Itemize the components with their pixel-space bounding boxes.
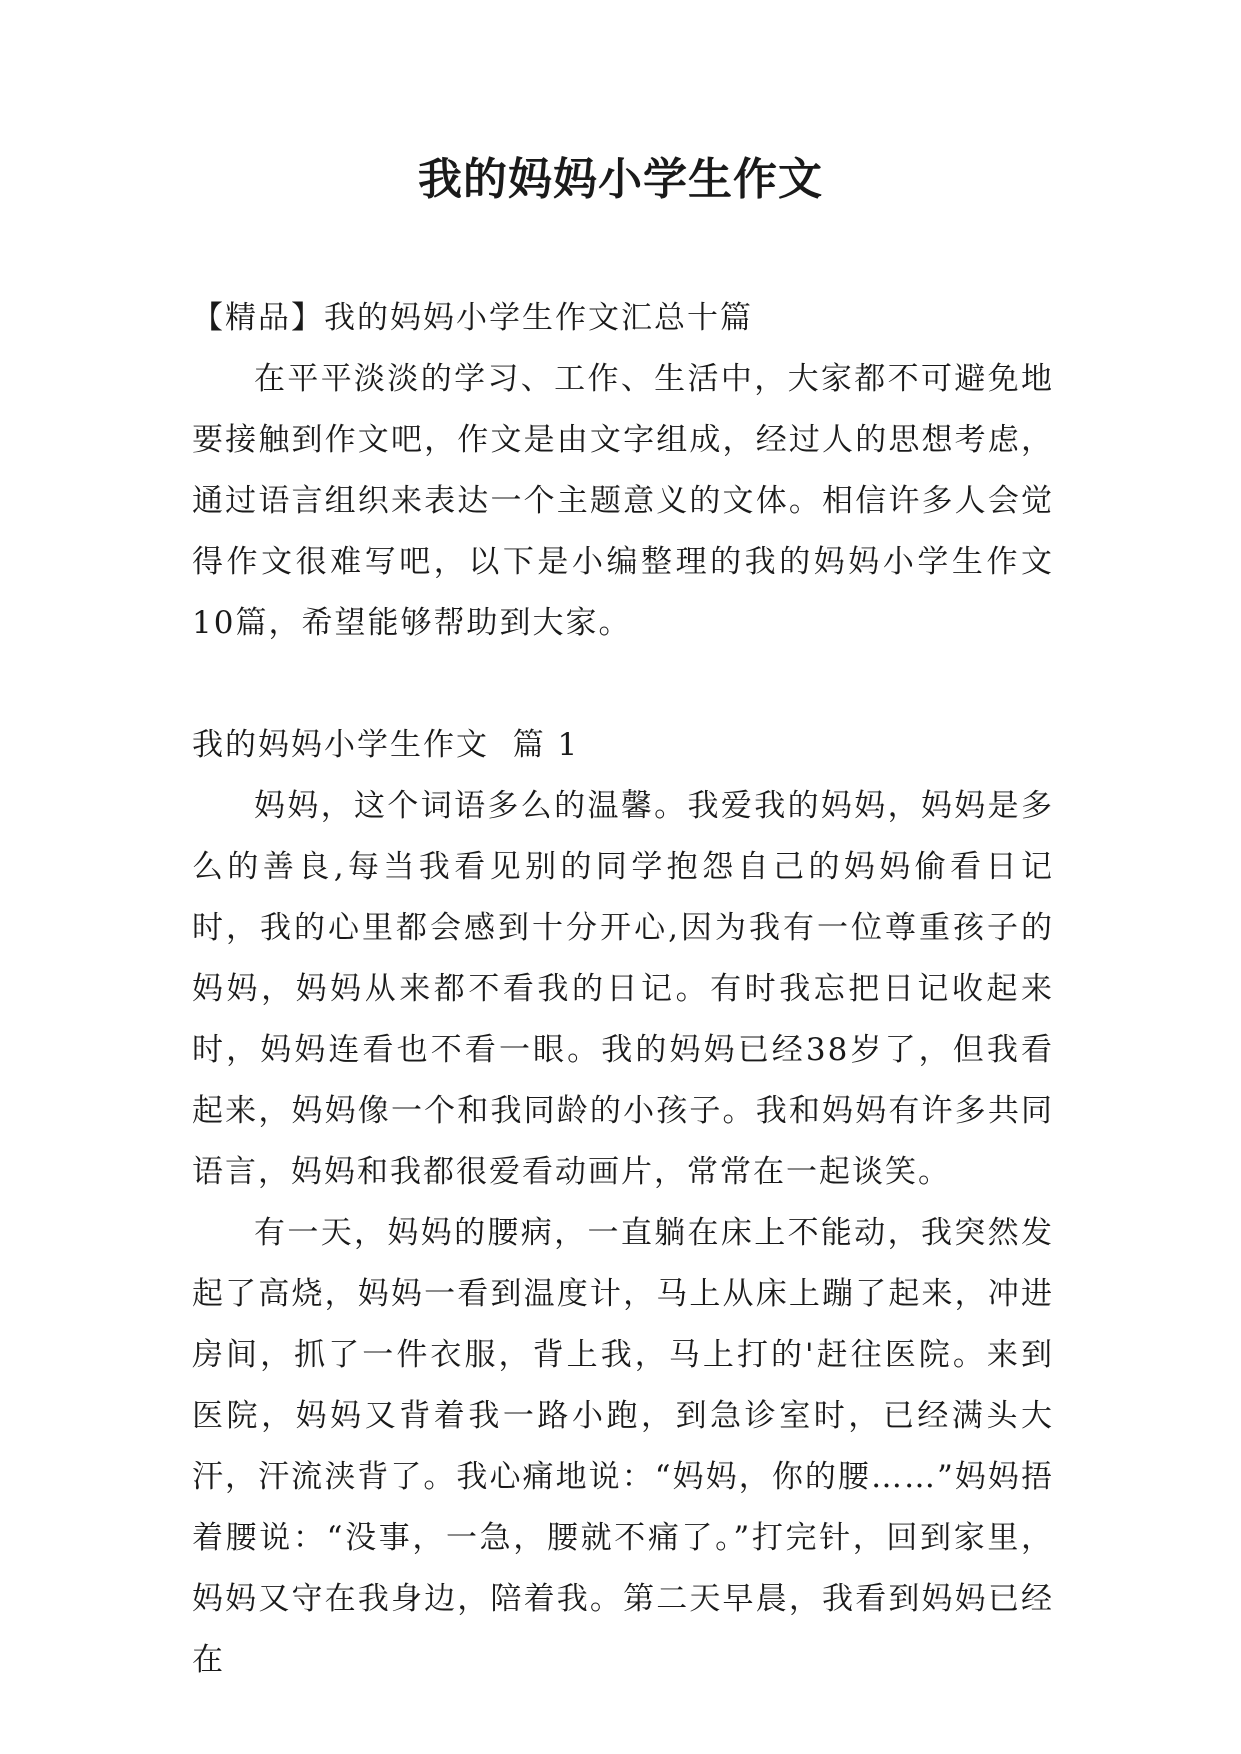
body-paragraph: 妈妈，这个词语多么的温馨。我爱我的妈妈，妈妈是多么的善良,每当我看见别的同学抱怨自己的妈妈偷看日记时，我的心里都会感到十分开心,因为我有一位尊重孩子的妈妈，妈妈从来都不看我的日记。有时我忘把日记收起来时，妈妈连看也不看一眼。我的妈妈已经38岁了，但我看起来，妈妈像一个和我同龄的小孩子。我和妈妈有许多共同语言，妈妈和我都很爱看动画片，常常在一起谈笑。: [192, 788, 1054, 1190]
section-spacer: [192, 654, 1054, 715]
document-body: [192, 288, 1054, 1691]
intro-paragraph: 在平平淡淡的学习、工作、生活中，大家都不可避免地要接触到作文吧，作文是由文字组成，经过人的思想考虑，通过语言组织来表达一个主题意义的文体。相信许多人会觉得作文很难写吧，以下是小编整理的我的妈妈小学生作文10篇，希望能够帮助到大家。: [192, 361, 1054, 641]
document-title: 我的妈妈小学生作文: [418, 154, 823, 205]
body-paragraph: 有一天，妈妈的腰病，一直躺在床上不能动，我突然发起了高烧，妈妈一看到温度计，马上从床上蹦了起来，冲进房间，抓了一件衣服，背上我，马上打的'赶往医院。来到医院，妈妈又背着我一路小跑，到急诊室时，已经满头大汗，汗流浃背了。我心痛地说：“妈妈，你的腰……”妈妈捂着腰说：“没事，一急，腰就不痛了。”打完针，回到家里，妈妈又守在我身边，陪着我。第二天早晨，我看到妈妈已经在: [192, 1215, 1054, 1678]
section-heading: 我的妈妈小学生作文 篇 1: [192, 727, 580, 763]
document-subtitle: 【精品】我的妈妈小学生作文汇总十篇: [192, 300, 753, 336]
